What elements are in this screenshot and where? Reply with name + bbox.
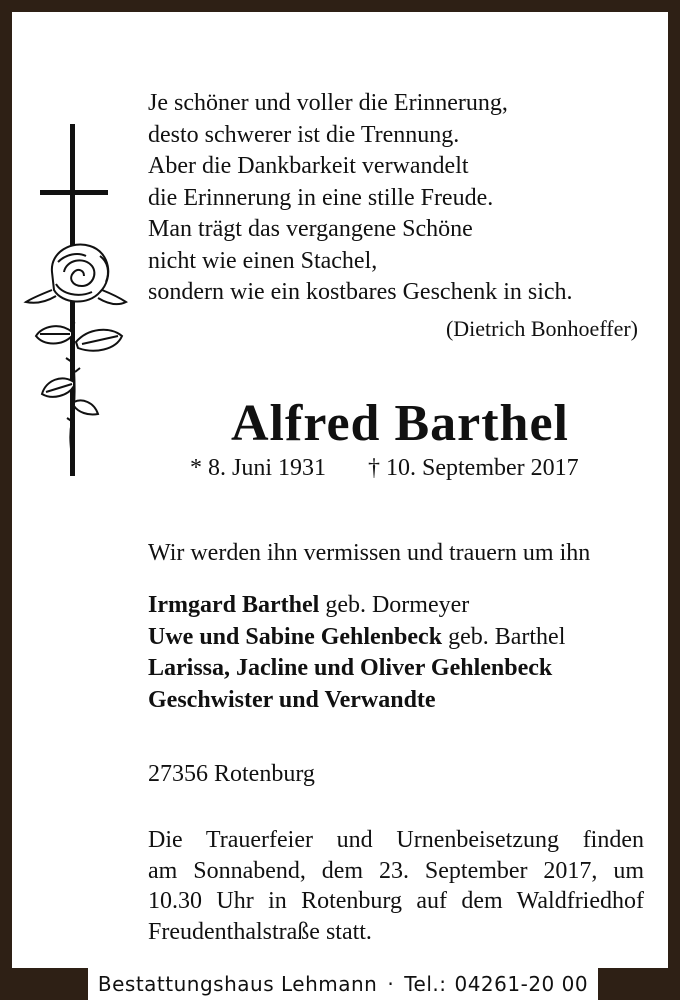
- poem-line: sondern wie ein kostbares Geschenk in sich.: [148, 279, 573, 305]
- death-date: 10. September 2017: [386, 455, 579, 481]
- mourner-entry: [148, 653, 565, 685]
- deceased-name: Alfred Barthel: [231, 395, 569, 452]
- poem-author: (Dietrich Bonhoeffer): [445, 316, 638, 341]
- poem-line: die Erinnerung in eine stille Freude.: [148, 184, 494, 211]
- mourner-entry: [148, 590, 565, 622]
- death-symbol: †: [368, 455, 381, 481]
- mourning-line: Wir werden ihn vermissen und trauern um ihn: [148, 540, 591, 566]
- phone-label: Tel.:: [404, 972, 447, 996]
- poem-line: Aber die Dankbarkeit verwandelt: [148, 153, 469, 179]
- mourner-name: Uwe und Sabine Gehlenbeck: [148, 623, 443, 650]
- birth-symbol: *: [190, 455, 202, 481]
- mourner-note: geb. Dormeyer: [325, 592, 470, 618]
- ceremony-line: 10.30 Uhr in Rotenburg auf dem Waldfriedhof: [148, 888, 644, 914]
- phone-number: 04261-20 00: [454, 972, 589, 996]
- location: 27356 Rotenburg: [148, 761, 315, 787]
- mourner-entry: [148, 685, 565, 717]
- poem-line: Je schöner und voller die Erinnerung,: [148, 90, 508, 116]
- birth-date: 8. Juni 1931: [208, 455, 327, 481]
- ceremony-line: am Sonnabend, dem 23. September 2017, um: [148, 857, 644, 884]
- funeral-home-name: Bestattungshaus Lehmann: [97, 972, 378, 996]
- mourners-list: [148, 590, 565, 716]
- poem-line: nicht wie einen Stachel,: [148, 247, 378, 274]
- poem-line: Man trägt das vergangene Schöne: [148, 216, 473, 242]
- poem: [148, 88, 573, 309]
- mourner-entry: [148, 622, 565, 654]
- ceremony-info: [148, 825, 644, 947]
- obituary-card: [12, 12, 668, 968]
- footer-bar: [0, 968, 680, 1000]
- life-dates: [190, 455, 579, 482]
- poem-line: desto schwerer ist die Trennung.: [148, 121, 460, 148]
- mourner-note: geb. Barthel: [448, 623, 566, 650]
- mourner-name: Irmgard Barthel: [148, 592, 320, 618]
- ceremony-line: Die Trauerfeier und Urnenbeisetzung finden: [148, 827, 644, 853]
- mourner-name: Larissa, Jacline und Oliver Gehlenbeck: [148, 655, 553, 681]
- footer-separator: ·: [387, 972, 395, 996]
- mourner-name: Geschwister und Verwandte: [148, 686, 436, 713]
- ceremony-line: Freudenthalstraße statt.: [148, 918, 372, 945]
- funeral-home-info: [88, 968, 598, 1000]
